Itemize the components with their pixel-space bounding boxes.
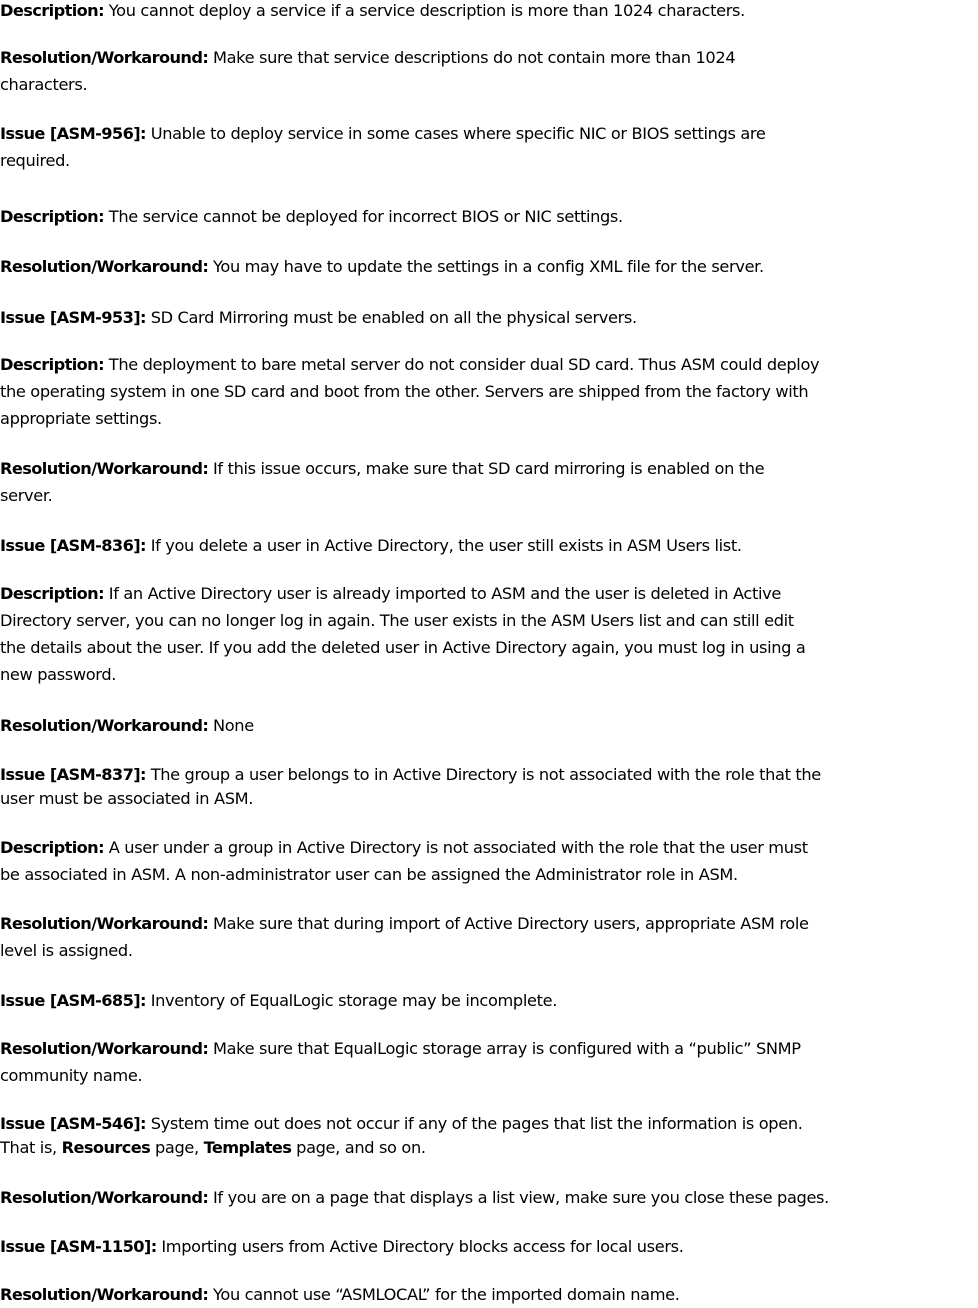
- description-paragraph: [0, 203, 978, 230]
- paragraph-label: Resolution/Workaround:: [0, 459, 209, 478]
- resolution-paragraph: [0, 910, 978, 964]
- paragraph-text: If you delete a user in Active Directory, the user still exists in ASM Users list.: [145, 536, 742, 555]
- resolution-paragraph: [0, 44, 978, 98]
- paragraph-label: Description:: [0, 1, 104, 20]
- paragraph-text: System time out does not occur if any of the pages that list the information is open.: [145, 1114, 803, 1133]
- paragraph-label: Resolution/Workaround:: [0, 1285, 209, 1304]
- paragraph-label: Resolution/Workaround:: [0, 914, 209, 933]
- resolution-paragraph: [0, 455, 978, 509]
- paragraph-text: If you are on a page that displays a list view, make sure you close these pages.: [208, 1188, 829, 1207]
- issue-asm-546-paragraph: [0, 1112, 978, 1160]
- resolution-paragraph: [0, 253, 978, 280]
- paragraph-label: Description:: [0, 355, 104, 374]
- paragraph-text: That is,: [0, 1138, 62, 1157]
- paragraph-text: The group a user belongs to in Active Directory is not associated with the role that the: [145, 765, 821, 784]
- paragraph-text: A user under a group in Active Directory is not associated with the role that the user must: [103, 838, 808, 857]
- resolution-paragraph: [0, 1035, 978, 1089]
- paragraph-text: the operating system in one SD card and boot from the other. Servers are shipped from the factory with: [0, 382, 809, 401]
- description-paragraph: [0, 580, 978, 688]
- paragraph-text: server.: [0, 486, 53, 505]
- paragraph-text: If an Active Directory user is already imported to ASM and the user is deleted in Active: [103, 584, 781, 603]
- paragraph-text: characters.: [0, 75, 88, 94]
- paragraph-text: appropriate settings.: [0, 409, 162, 428]
- paragraph-text: page, and so on.: [291, 1138, 426, 1157]
- paragraph-label: Resolution/Workaround:: [0, 48, 209, 67]
- issue-asm-953-paragraph: [0, 304, 978, 331]
- issue-label: Issue [ASM-546]:: [0, 1114, 146, 1133]
- paragraph-label: Resolution/Workaround:: [0, 716, 209, 735]
- paragraph-text: You cannot deploy a service if a service description is more than 1024 characters.: [103, 1, 745, 20]
- issue-label: Issue [ASM-953]:: [0, 308, 146, 327]
- description-paragraph: [0, 834, 978, 888]
- templates-page-name: Templates: [203, 1138, 292, 1157]
- issue-asm-1150-paragraph: [0, 1233, 978, 1260]
- paragraph-label: Description:: [0, 838, 104, 857]
- paragraph-text: required.: [0, 151, 70, 170]
- resolution-paragraph: [0, 712, 978, 739]
- paragraph-text: None: [208, 716, 254, 735]
- resolution-paragraph: [0, 1184, 978, 1211]
- paragraph-text: If this issue occurs, make sure that SD card mirroring is enabled on the: [208, 459, 765, 478]
- issue-label: Issue [ASM-837]:: [0, 765, 146, 784]
- paragraph-text: Make sure that during import of Active Directory users, appropriate ASM role: [208, 914, 809, 933]
- issue-asm-956-paragraph: [0, 120, 978, 174]
- description-paragraph: [0, 351, 978, 432]
- issue-asm-836-paragraph: [0, 532, 978, 559]
- resources-page-name: Resources: [61, 1138, 151, 1157]
- issue-label: Issue [ASM-836]:: [0, 536, 146, 555]
- issue-asm-685-paragraph: [0, 987, 978, 1014]
- paragraph-text: Directory server, you can no longer log in again. The user exists in the ASM Users list and can still edit: [0, 611, 794, 630]
- paragraph-text: user must be associated in ASM.: [0, 789, 254, 808]
- paragraph-text: Inventory of EqualLogic storage may be incomplete.: [145, 991, 557, 1010]
- issue-label: Issue [ASM-685]:: [0, 991, 146, 1010]
- paragraph-text: You cannot use “ASMLOCAL” for the imported domain name.: [208, 1285, 680, 1304]
- paragraph-text: The deployment to bare metal server do not consider dual SD card. Thus ASM could deploy: [103, 355, 820, 374]
- description-paragraph: [0, 0, 978, 24]
- paragraph-label: Description:: [0, 584, 104, 603]
- paragraph-text: new password.: [0, 665, 117, 684]
- paragraph-label: Resolution/Workaround:: [0, 1039, 209, 1058]
- paragraph-text: Make sure that service descriptions do not contain more than 1024: [208, 48, 736, 67]
- paragraph-text: level is assigned.: [0, 941, 133, 960]
- paragraph-text: community name.: [0, 1066, 143, 1085]
- issue-label: Issue [ASM-1150]:: [0, 1237, 157, 1256]
- paragraph-text: SD Card Mirroring must be enabled on all the physical servers.: [145, 308, 637, 327]
- paragraph-text: The service cannot be deployed for incorrect BIOS or NIC settings.: [103, 207, 623, 226]
- paragraph-text: the details about the user. If you add the deleted user in Active Directory again, you must log in using a: [0, 638, 806, 657]
- paragraph-text: page,: [150, 1138, 204, 1157]
- paragraph-label: Description:: [0, 207, 104, 226]
- paragraph-label: Resolution/Workaround:: [0, 1188, 209, 1207]
- issue-asm-837-paragraph: [0, 763, 978, 811]
- paragraph-label: Resolution/Workaround:: [0, 257, 209, 276]
- paragraph-text: be associated in ASM. A non-administrator user can be assigned the Administrator role in ASM.: [0, 865, 738, 884]
- resolution-paragraph: [0, 1281, 978, 1308]
- paragraph-text: Importing users from Active Directory blocks access for local users.: [156, 1237, 684, 1256]
- paragraph-text: Make sure that EqualLogic storage array is configured with a “public” SNMP: [208, 1039, 801, 1058]
- paragraph-text: Unable to deploy service in some cases where specific NIC or BIOS settings are: [145, 124, 766, 143]
- paragraph-text: You may have to update the settings in a config XML file for the server.: [208, 257, 764, 276]
- issue-label: Issue [ASM-956]:: [0, 124, 146, 143]
